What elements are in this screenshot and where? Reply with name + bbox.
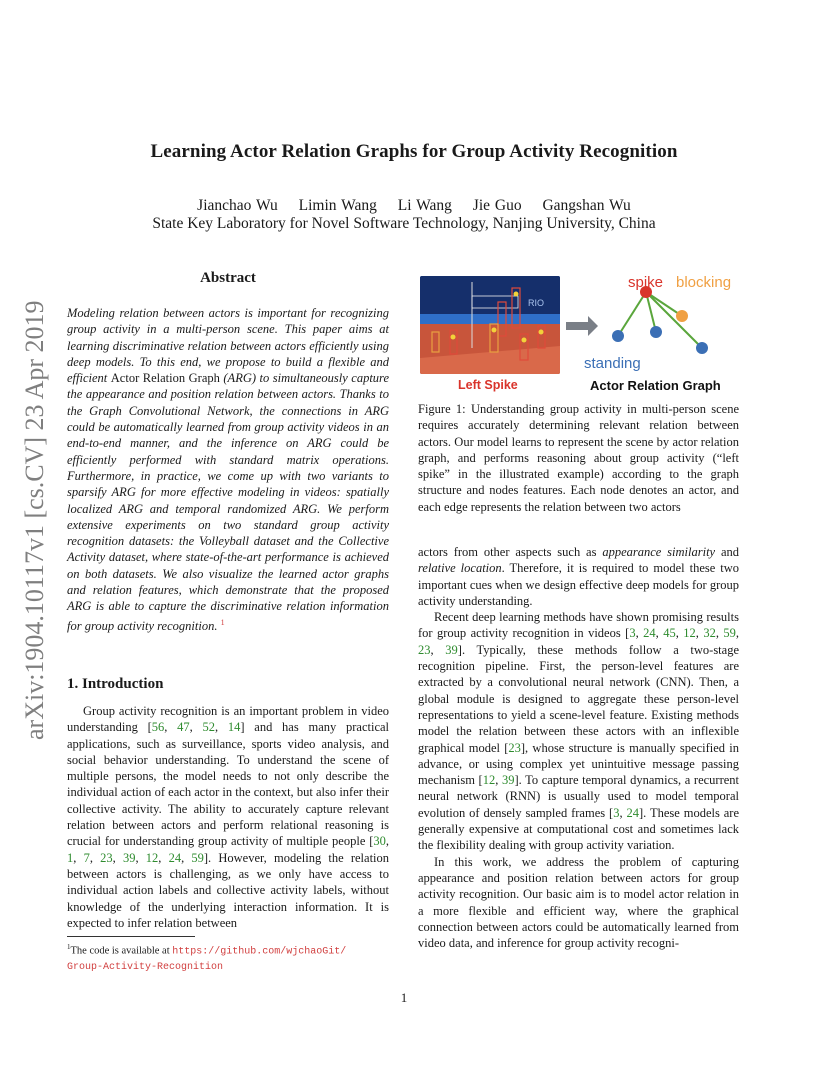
abstract-text: (ARG) to simultaneously capture the appearance and position relation between actors. Thanks to the Graph Convolutional Network, the connections in ARG could be automatically learned from group activity videos in an end-to-end manner, and the inference on ARG could be efficiently performed with standard matrix operations. Furthermore, in practice, we come up with two variants to sparsify ARG for more effective modeling in videos: spatially localized ARG and temporal randomized ARG. We perform extensive experiments on two standard group activity recognition datasets: the Volleyball dataset and the Collective Activity dataset, where state-of-the-art performance is achieved on both datasets. We also visualize the learned actor graphs and relation features, which demonstrate that the proposed ARG is able to capture the discriminative relation information for group activity recognition. xyxy=(67,371,389,633)
affiliation: State Key Laboratory for Novel Software Technology, Nanjing University, China xyxy=(152,215,656,232)
author: Limin Wang xyxy=(298,197,377,214)
author: Jie Guo xyxy=(472,197,522,214)
citation[interactable]: 12 xyxy=(482,773,496,788)
node-label-blocking: blocking xyxy=(676,274,732,291)
paper-title: Learning Actor Relation Graphs for Group Activity Recognition xyxy=(150,141,678,162)
paragraph: In this work, we address the problem of capturing appearance and position relation between actors for group activity recognition. Our basic aim is to model actor relation in a more flexible and efficient way, where the graphical connection between actors could be automatically learned from video data, and inference for group activity recogni- xyxy=(418,854,739,951)
citation[interactable]: 59 xyxy=(191,850,204,865)
code-url[interactable]: https://github.com/wjchaoGit/ xyxy=(172,946,347,958)
citation[interactable]: 23 xyxy=(508,740,521,755)
node-label-standing: standing xyxy=(584,355,641,372)
figure-label-left-spike: Left Spike xyxy=(458,378,518,392)
arxiv-identifier: arXiv:1904.10117v1 [cs.CV] 23 Apr 2019 xyxy=(20,300,49,740)
volleyball-scene-image xyxy=(420,276,560,374)
node-standing xyxy=(650,326,662,338)
arrow-icon xyxy=(566,316,598,336)
footnote-ref[interactable]: 1 xyxy=(220,617,225,627)
actor-relation-graph-diagram xyxy=(566,270,741,374)
citation[interactable]: 14 xyxy=(227,720,241,735)
citation[interactable]: 3 xyxy=(629,626,636,641)
citation[interactable]: 47 xyxy=(177,720,190,735)
paragraph: Group activity recognition is an important problem in video understanding [56, 47, 52, 14] and has many practical applications, such as surveillance, sports video analysis, and social behavior understanding. To understand the scene of multiple persons, the model needs to not only describe the individual action of each actor in the context, but also infer their collective activity. The ability to accurately capture relevant relation between actors and perform relational reasoning is crucial for understanding group activity of multiple people [30, 1, 7, 23, 39, 12, 24, 59]. However, modeling the relation between actors is challenging, as we only have access to individual action labels and collective activity labels, without knowledge of the underlying interaction information. It is expected to infer relation between xyxy=(67,704,390,930)
citation[interactable]: 45 xyxy=(663,626,676,641)
figure-1 xyxy=(418,270,739,396)
citation[interactable]: 24 xyxy=(626,805,639,820)
node-standing xyxy=(612,330,624,342)
citation[interactable]: 12 xyxy=(683,626,696,641)
figure-label-actor-relation-graph: Actor Relation Graph xyxy=(590,378,721,393)
page-number: 1 xyxy=(400,990,408,1005)
citation[interactable]: 52 xyxy=(202,720,215,735)
graph-edge xyxy=(618,292,646,336)
svg-text:RIO: RIO xyxy=(528,298,545,308)
citation[interactable]: 1 xyxy=(67,850,74,865)
abstract-text: Modeling relation between actors is important for recognizing group activity in a multi-person scene. This paper aims at learning discriminative relation between actors efficiently using deep models. To this end, we propose to build a flexible and efficient xyxy=(67,306,389,386)
node-standing xyxy=(696,342,708,354)
abstract-body xyxy=(67,305,389,634)
paragraph: actors from other aspects such as appearance similarity and relative location. Therefore, it is required to model these two important cues when we design effective deep models for group activity understanding. xyxy=(418,545,739,608)
footnote xyxy=(67,940,397,975)
graph-edge xyxy=(646,292,702,348)
citation[interactable]: 23 xyxy=(418,642,431,657)
citation[interactable]: 32 xyxy=(703,626,716,641)
citation[interactable]: 23 xyxy=(100,850,113,865)
code-url[interactable]: Group-Activity-Recognition xyxy=(67,961,224,973)
abstract-term: Actor Relation Graph xyxy=(110,371,220,386)
citation[interactable]: 56 xyxy=(151,720,165,735)
citation[interactable]: 39 xyxy=(445,642,458,657)
paragraph: Recent deep learning methods have shown promising results for group activity recognition in videos [3, 24, 45, 12, 32, 59, 23, 39]. Typically, these methods follow a two-stage recognition pipeline. First, the person-level features are extracted by a convolutional neural network (CNN). Then, a global module is designed to aggregate these person-level representations to yield a scene-level feature. Existing methods model the relation between these actors with an inflexible graphical model [23], whose structure is manually specified in advance, or using complex yet unintuitive message passing mechanism [12, 39]. To capture temporal dynamics, a recurrent neural network (RNN) is usually used to model temporal evolution of densely sampled frames [3, 24]. These models are generally expensive at computational cost and sometimes lack the flexibility dealing with group activity variation. xyxy=(418,610,740,853)
author: Li Wang xyxy=(397,197,452,214)
footnote-mark: 1 xyxy=(67,943,71,951)
author: Jianchao Wu xyxy=(197,197,278,214)
citation[interactable]: 24 xyxy=(168,850,182,865)
figure-caption: Figure 1: Understanding group activity in multi-person scene requires accurately determining relevant relation between actors. Our model learns to represent the scene by actor relation graph, and performs reasoning about group activity (“left spike” in the illustrated example) according to the graph structure and nodes features. Each node denotes an actor, and each edge represents the relation between two actors xyxy=(418,402,739,514)
node-label-spike: spike xyxy=(628,274,664,291)
citation[interactable]: 39 xyxy=(122,850,136,865)
abstract-heading: Abstract xyxy=(200,270,256,286)
introduction-body xyxy=(67,703,389,931)
footnote-text: The code is available at xyxy=(70,945,173,957)
citation[interactable]: 39 xyxy=(501,773,515,788)
citation[interactable]: 3 xyxy=(613,805,620,820)
footnote-divider xyxy=(67,936,195,937)
node-blocking xyxy=(676,310,688,322)
author-list xyxy=(0,197,828,215)
citation[interactable]: 7 xyxy=(83,850,90,865)
citation[interactable]: 30 xyxy=(373,834,386,849)
author: Gangshan Wu xyxy=(542,197,631,214)
citation[interactable]: 24 xyxy=(643,626,656,641)
introduction-continued xyxy=(418,544,739,951)
citation[interactable]: 12 xyxy=(145,850,159,865)
section-heading-introduction: 1. Introduction xyxy=(67,676,164,692)
citation[interactable]: 59 xyxy=(723,626,736,641)
